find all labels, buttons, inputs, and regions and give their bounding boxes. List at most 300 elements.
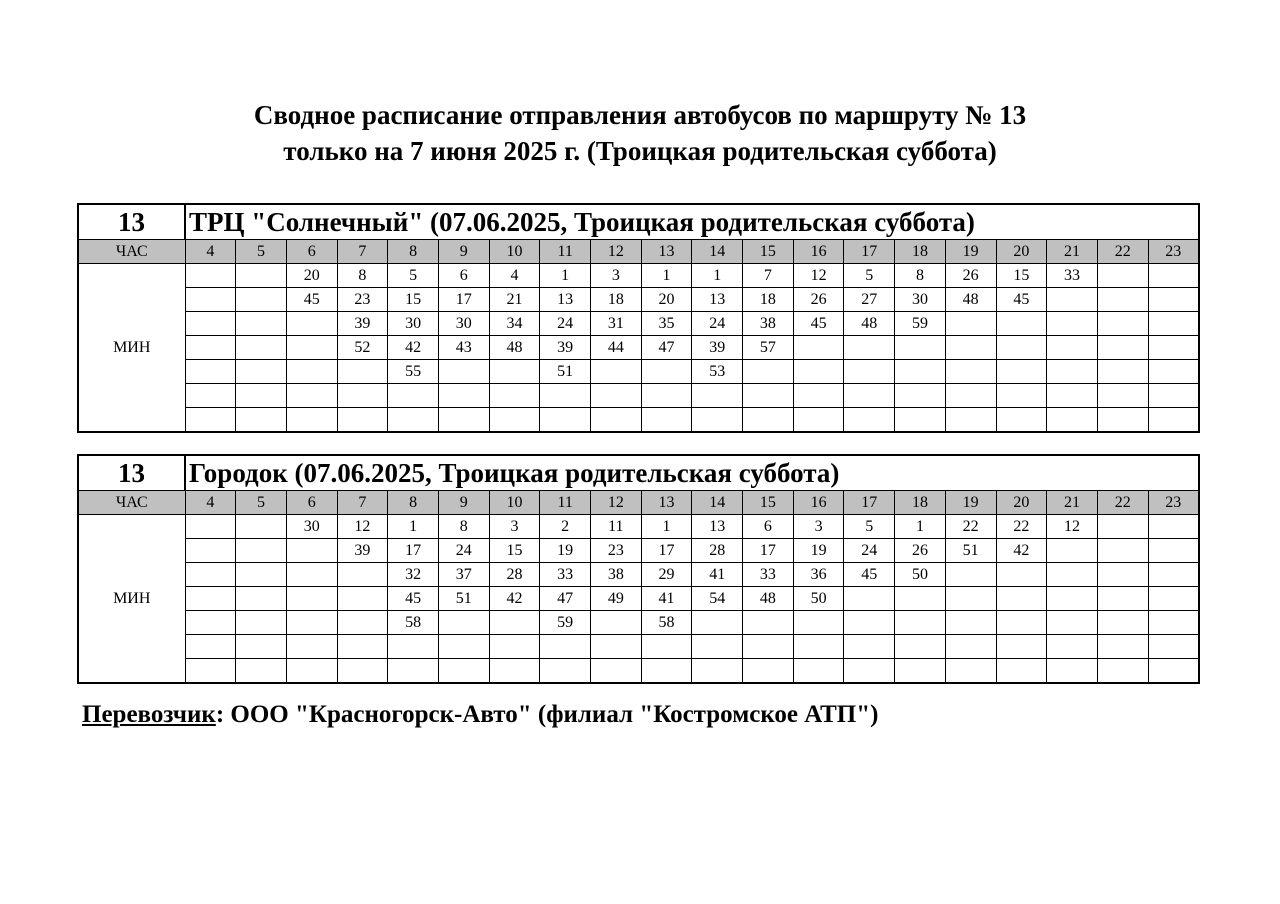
minute-cell: 47 bbox=[540, 587, 591, 611]
minute-cell: 23 bbox=[591, 539, 642, 563]
minutes-row bbox=[78, 312, 1199, 336]
minute-cell bbox=[996, 408, 1047, 433]
minute-cell bbox=[1148, 611, 1199, 635]
minute-cell: 57 bbox=[743, 336, 794, 360]
minute-cell bbox=[1047, 384, 1098, 408]
minute-cell bbox=[438, 384, 489, 408]
minute-cell: 30 bbox=[388, 312, 439, 336]
hour-cell: 7 bbox=[337, 240, 388, 264]
minute-cell bbox=[286, 408, 337, 433]
minute-cell bbox=[895, 635, 946, 659]
minute-cell bbox=[185, 635, 236, 659]
minute-cell bbox=[185, 587, 236, 611]
hour-cell: 12 bbox=[591, 240, 642, 264]
minute-cell bbox=[286, 312, 337, 336]
minute-cell bbox=[236, 611, 287, 635]
minute-cell bbox=[1097, 312, 1148, 336]
minute-cell: 6 bbox=[438, 264, 489, 288]
minute-cell bbox=[641, 408, 692, 433]
minute-cell: 7 bbox=[743, 264, 794, 288]
minute-cell bbox=[337, 635, 388, 659]
stop-name: Городок (07.06.2025, Троицкая родительская суббота) bbox=[185, 455, 1199, 491]
minutes-row bbox=[78, 563, 1199, 587]
minute-cell: 45 bbox=[793, 312, 844, 336]
minute-cell bbox=[844, 408, 895, 433]
minutes-label: МИН bbox=[78, 515, 185, 684]
minute-cell bbox=[996, 635, 1047, 659]
minute-cell bbox=[438, 635, 489, 659]
minute-cell: 21 bbox=[489, 288, 540, 312]
minute-cell: 1 bbox=[641, 515, 692, 539]
minute-cell bbox=[945, 336, 996, 360]
minute-cell: 15 bbox=[996, 264, 1047, 288]
minute-cell: 33 bbox=[743, 563, 794, 587]
minute-cell: 17 bbox=[641, 539, 692, 563]
minute-cell bbox=[438, 659, 489, 684]
minute-cell: 39 bbox=[337, 539, 388, 563]
minute-cell bbox=[1097, 384, 1148, 408]
minute-cell bbox=[489, 408, 540, 433]
minute-cell: 55 bbox=[388, 360, 439, 384]
minute-cell: 45 bbox=[286, 288, 337, 312]
minute-cell bbox=[591, 360, 642, 384]
minute-cell: 13 bbox=[540, 288, 591, 312]
minute-cell bbox=[1097, 587, 1148, 611]
minute-cell: 50 bbox=[895, 563, 946, 587]
minute-cell bbox=[844, 360, 895, 384]
minute-cell bbox=[540, 635, 591, 659]
minute-cell bbox=[844, 659, 895, 684]
route-number: 13 bbox=[78, 204, 185, 240]
minute-cell: 5 bbox=[844, 264, 895, 288]
minute-cell bbox=[185, 515, 236, 539]
minute-cell bbox=[1047, 587, 1098, 611]
hour-cell: 18 bbox=[895, 491, 946, 515]
minute-cell bbox=[388, 659, 439, 684]
minute-cell: 30 bbox=[895, 288, 946, 312]
minute-cell: 33 bbox=[1047, 264, 1098, 288]
minute-cell: 5 bbox=[388, 264, 439, 288]
minute-cell bbox=[1047, 611, 1098, 635]
minute-cell bbox=[996, 312, 1047, 336]
minute-cell bbox=[591, 384, 642, 408]
minute-cell bbox=[996, 384, 1047, 408]
minute-cell bbox=[236, 360, 287, 384]
minute-cell bbox=[945, 408, 996, 433]
hour-cell: 21 bbox=[1047, 240, 1098, 264]
minute-cell: 19 bbox=[540, 539, 591, 563]
minute-cell bbox=[1047, 539, 1098, 563]
minute-cell bbox=[236, 312, 287, 336]
minute-cell bbox=[1047, 635, 1098, 659]
hour-cell: 21 bbox=[1047, 491, 1098, 515]
minute-cell bbox=[692, 408, 743, 433]
minutes-row bbox=[78, 384, 1199, 408]
minute-cell bbox=[945, 563, 996, 587]
minute-cell: 8 bbox=[438, 515, 489, 539]
minute-cell bbox=[337, 384, 388, 408]
minute-cell: 58 bbox=[641, 611, 692, 635]
minute-cell bbox=[236, 563, 287, 587]
minutes-row bbox=[78, 336, 1199, 360]
minute-cell bbox=[1148, 336, 1199, 360]
minutes-row bbox=[78, 659, 1199, 684]
minute-cell bbox=[793, 659, 844, 684]
minute-cell bbox=[895, 587, 946, 611]
minute-cell: 1 bbox=[692, 264, 743, 288]
minutes-row bbox=[78, 587, 1199, 611]
minute-cell bbox=[540, 408, 591, 433]
minute-cell bbox=[1148, 635, 1199, 659]
minutes-row bbox=[78, 635, 1199, 659]
hour-cell: 11 bbox=[540, 240, 591, 264]
minute-cell bbox=[540, 659, 591, 684]
minute-cell bbox=[236, 408, 287, 433]
hour-cell: 23 bbox=[1148, 240, 1199, 264]
minute-cell: 43 bbox=[438, 336, 489, 360]
hour-cell: 17 bbox=[844, 240, 895, 264]
minute-cell: 54 bbox=[692, 587, 743, 611]
minute-cell bbox=[895, 384, 946, 408]
minute-cell bbox=[641, 360, 692, 384]
hour-cell: 19 bbox=[945, 240, 996, 264]
minute-cell bbox=[286, 611, 337, 635]
minute-cell: 19 bbox=[793, 539, 844, 563]
minute-cell: 48 bbox=[844, 312, 895, 336]
minute-cell bbox=[286, 659, 337, 684]
minute-cell bbox=[489, 611, 540, 635]
minute-cell: 1 bbox=[540, 264, 591, 288]
hour-cell: 10 bbox=[489, 491, 540, 515]
minute-cell bbox=[996, 587, 1047, 611]
minute-cell: 5 bbox=[844, 515, 895, 539]
minute-cell bbox=[1047, 563, 1098, 587]
minute-cell bbox=[895, 611, 946, 635]
minute-cell bbox=[844, 587, 895, 611]
minute-cell: 22 bbox=[996, 515, 1047, 539]
minute-cell bbox=[1047, 336, 1098, 360]
minute-cell bbox=[793, 336, 844, 360]
minute-cell bbox=[185, 264, 236, 288]
minute-cell bbox=[844, 384, 895, 408]
minute-cell bbox=[1148, 360, 1199, 384]
hour-cell: 4 bbox=[185, 491, 236, 515]
minute-cell bbox=[945, 611, 996, 635]
minute-cell bbox=[1047, 659, 1098, 684]
minute-cell: 4 bbox=[489, 264, 540, 288]
minute-cell: 27 bbox=[844, 288, 895, 312]
minute-cell bbox=[743, 635, 794, 659]
minute-cell bbox=[945, 659, 996, 684]
minute-cell bbox=[337, 408, 388, 433]
minute-cell: 45 bbox=[388, 587, 439, 611]
minute-cell bbox=[1097, 659, 1148, 684]
minute-cell: 17 bbox=[743, 539, 794, 563]
minute-cell bbox=[945, 635, 996, 659]
minute-cell: 17 bbox=[388, 539, 439, 563]
stop-name: ТРЦ "Солнечный" (07.06.2025, Троицкая родительская суббота) bbox=[185, 204, 1199, 240]
minute-cell bbox=[438, 408, 489, 433]
minute-cell: 1 bbox=[388, 515, 439, 539]
minute-cell bbox=[591, 408, 642, 433]
minute-cell bbox=[743, 659, 794, 684]
minute-cell: 24 bbox=[844, 539, 895, 563]
minute-cell: 39 bbox=[337, 312, 388, 336]
minute-cell bbox=[337, 659, 388, 684]
minute-cell bbox=[438, 360, 489, 384]
minute-cell bbox=[844, 611, 895, 635]
hour-cell: 7 bbox=[337, 491, 388, 515]
minute-cell bbox=[1148, 587, 1199, 611]
minute-cell: 38 bbox=[743, 312, 794, 336]
hour-cell: 18 bbox=[895, 240, 946, 264]
minute-cell: 42 bbox=[489, 587, 540, 611]
minute-cell: 18 bbox=[743, 288, 794, 312]
minute-cell bbox=[236, 635, 287, 659]
minute-cell bbox=[945, 587, 996, 611]
minute-cell bbox=[743, 408, 794, 433]
minute-cell: 6 bbox=[743, 515, 794, 539]
minute-cell bbox=[236, 587, 287, 611]
minute-cell bbox=[1148, 312, 1199, 336]
minute-cell: 59 bbox=[895, 312, 946, 336]
hours-label: ЧАС bbox=[78, 240, 185, 264]
minute-cell bbox=[236, 515, 287, 539]
minute-cell: 36 bbox=[793, 563, 844, 587]
minute-cell: 39 bbox=[692, 336, 743, 360]
minute-cell bbox=[286, 563, 337, 587]
minute-cell: 15 bbox=[489, 539, 540, 563]
hour-cell: 22 bbox=[1097, 491, 1148, 515]
minute-cell bbox=[286, 360, 337, 384]
minute-cell bbox=[591, 659, 642, 684]
minute-cell bbox=[388, 635, 439, 659]
minute-cell bbox=[489, 635, 540, 659]
minute-cell bbox=[185, 408, 236, 433]
minute-cell bbox=[286, 635, 337, 659]
minute-cell: 45 bbox=[844, 563, 895, 587]
minutes-row bbox=[78, 360, 1199, 384]
minute-cell: 31 bbox=[591, 312, 642, 336]
minute-cell bbox=[286, 539, 337, 563]
minute-cell bbox=[844, 635, 895, 659]
minute-cell bbox=[540, 384, 591, 408]
hour-cell: 6 bbox=[286, 491, 337, 515]
minute-cell bbox=[1148, 408, 1199, 433]
minute-cell bbox=[692, 659, 743, 684]
minute-cell bbox=[996, 563, 1047, 587]
minute-cell bbox=[591, 635, 642, 659]
minute-cell: 37 bbox=[438, 563, 489, 587]
minute-cell bbox=[1047, 360, 1098, 384]
minute-cell: 35 bbox=[641, 312, 692, 336]
minute-cell: 8 bbox=[337, 264, 388, 288]
minute-cell bbox=[236, 384, 287, 408]
minute-cell: 53 bbox=[692, 360, 743, 384]
hour-cell: 23 bbox=[1148, 491, 1199, 515]
minute-cell bbox=[793, 635, 844, 659]
minute-cell: 58 bbox=[388, 611, 439, 635]
minute-cell bbox=[1097, 264, 1148, 288]
hour-cell: 15 bbox=[743, 240, 794, 264]
minute-cell bbox=[895, 659, 946, 684]
minute-cell bbox=[337, 563, 388, 587]
minute-cell: 49 bbox=[591, 587, 642, 611]
hour-cell: 15 bbox=[743, 491, 794, 515]
minute-cell: 50 bbox=[793, 587, 844, 611]
minute-cell bbox=[489, 360, 540, 384]
minute-cell: 26 bbox=[895, 539, 946, 563]
hour-cell: 8 bbox=[388, 240, 439, 264]
minute-cell bbox=[1148, 264, 1199, 288]
minute-cell bbox=[996, 659, 1047, 684]
minute-cell bbox=[895, 360, 946, 384]
minute-cell bbox=[1097, 360, 1148, 384]
hours-label: ЧАС bbox=[78, 491, 185, 515]
minute-cell: 1 bbox=[641, 264, 692, 288]
minute-cell: 22 bbox=[945, 515, 996, 539]
minute-cell: 30 bbox=[438, 312, 489, 336]
minute-cell bbox=[1047, 312, 1098, 336]
minute-cell bbox=[743, 611, 794, 635]
minute-cell: 32 bbox=[388, 563, 439, 587]
minute-cell: 51 bbox=[438, 587, 489, 611]
minute-cell bbox=[692, 635, 743, 659]
minute-cell: 15 bbox=[388, 288, 439, 312]
minute-cell: 42 bbox=[996, 539, 1047, 563]
minute-cell bbox=[1097, 336, 1148, 360]
minute-cell: 39 bbox=[540, 336, 591, 360]
minute-cell: 45 bbox=[996, 288, 1047, 312]
minute-cell bbox=[1097, 408, 1148, 433]
minute-cell bbox=[1148, 563, 1199, 587]
minute-cell: 34 bbox=[489, 312, 540, 336]
minute-cell: 23 bbox=[337, 288, 388, 312]
hour-cell: 16 bbox=[793, 240, 844, 264]
minute-cell bbox=[996, 336, 1047, 360]
schedule-table-trc-solnechny bbox=[77, 203, 1200, 433]
carrier-info bbox=[82, 698, 878, 732]
minute-cell: 44 bbox=[591, 336, 642, 360]
minute-cell bbox=[388, 408, 439, 433]
minute-cell bbox=[692, 611, 743, 635]
minute-cell bbox=[793, 611, 844, 635]
minute-cell bbox=[844, 336, 895, 360]
minute-cell: 47 bbox=[641, 336, 692, 360]
minute-cell bbox=[1148, 384, 1199, 408]
minute-cell bbox=[489, 659, 540, 684]
route-number: 13 bbox=[78, 455, 185, 491]
minute-cell: 30 bbox=[286, 515, 337, 539]
minute-cell: 29 bbox=[641, 563, 692, 587]
page-title: Сводное расписание отправления автобусов по маршруту № 13 bbox=[253, 100, 1027, 130]
minute-cell bbox=[996, 611, 1047, 635]
minute-cell: 3 bbox=[793, 515, 844, 539]
minute-cell bbox=[743, 360, 794, 384]
minute-cell bbox=[895, 336, 946, 360]
minute-cell bbox=[1148, 515, 1199, 539]
minute-cell bbox=[185, 288, 236, 312]
minute-cell bbox=[236, 288, 287, 312]
minute-cell bbox=[1047, 408, 1098, 433]
minute-cell: 41 bbox=[641, 587, 692, 611]
hour-cell: 22 bbox=[1097, 240, 1148, 264]
minute-cell: 1 bbox=[895, 515, 946, 539]
minute-cell bbox=[1097, 539, 1148, 563]
minute-cell: 48 bbox=[743, 587, 794, 611]
minute-cell: 12 bbox=[793, 264, 844, 288]
minute-cell: 18 bbox=[591, 288, 642, 312]
minute-cell bbox=[591, 611, 642, 635]
minute-cell: 28 bbox=[692, 539, 743, 563]
minute-cell bbox=[641, 384, 692, 408]
minute-cell bbox=[945, 312, 996, 336]
minutes-row bbox=[78, 515, 1199, 539]
minute-cell: 13 bbox=[692, 288, 743, 312]
minute-cell bbox=[489, 384, 540, 408]
minute-cell: 24 bbox=[438, 539, 489, 563]
minute-cell: 20 bbox=[286, 264, 337, 288]
minute-cell bbox=[743, 384, 794, 408]
minute-cell bbox=[945, 360, 996, 384]
hour-cell: 20 bbox=[996, 491, 1047, 515]
minute-cell: 20 bbox=[641, 288, 692, 312]
minute-cell: 48 bbox=[945, 288, 996, 312]
carrier-value: : ООО "Красногорск-Авто" (филиал "Костромское АТП") bbox=[215, 701, 879, 728]
hour-cell: 14 bbox=[692, 491, 743, 515]
minute-cell bbox=[185, 312, 236, 336]
minute-cell: 3 bbox=[591, 264, 642, 288]
minute-cell: 13 bbox=[692, 515, 743, 539]
minute-cell bbox=[1097, 515, 1148, 539]
hour-cell: 6 bbox=[286, 240, 337, 264]
minute-cell bbox=[337, 611, 388, 635]
minute-cell bbox=[692, 384, 743, 408]
minute-cell: 12 bbox=[1047, 515, 1098, 539]
minute-cell bbox=[337, 587, 388, 611]
minutes-row bbox=[78, 288, 1199, 312]
hour-cell: 17 bbox=[844, 491, 895, 515]
minute-cell bbox=[996, 360, 1047, 384]
minute-cell bbox=[895, 408, 946, 433]
minute-cell bbox=[1097, 563, 1148, 587]
hour-cell: 13 bbox=[641, 491, 692, 515]
minute-cell bbox=[641, 659, 692, 684]
hour-cell: 12 bbox=[591, 491, 642, 515]
minute-cell: 51 bbox=[945, 539, 996, 563]
minute-cell: 48 bbox=[489, 336, 540, 360]
minute-cell: 59 bbox=[540, 611, 591, 635]
minute-cell: 28 bbox=[489, 563, 540, 587]
carrier-label: Перевозчик bbox=[82, 701, 216, 728]
minute-cell: 33 bbox=[540, 563, 591, 587]
minute-cell bbox=[185, 384, 236, 408]
minute-cell bbox=[793, 384, 844, 408]
hour-cell: 9 bbox=[438, 491, 489, 515]
minute-cell bbox=[185, 539, 236, 563]
minute-cell bbox=[185, 360, 236, 384]
hour-cell: 9 bbox=[438, 240, 489, 264]
minute-cell bbox=[1097, 288, 1148, 312]
hour-cell: 10 bbox=[489, 240, 540, 264]
schedule-table-gorodok bbox=[77, 454, 1200, 684]
minute-cell bbox=[1148, 659, 1199, 684]
minute-cell bbox=[1148, 288, 1199, 312]
minute-cell bbox=[1097, 611, 1148, 635]
minute-cell bbox=[793, 408, 844, 433]
minutes-row bbox=[78, 408, 1199, 433]
minute-cell bbox=[286, 384, 337, 408]
